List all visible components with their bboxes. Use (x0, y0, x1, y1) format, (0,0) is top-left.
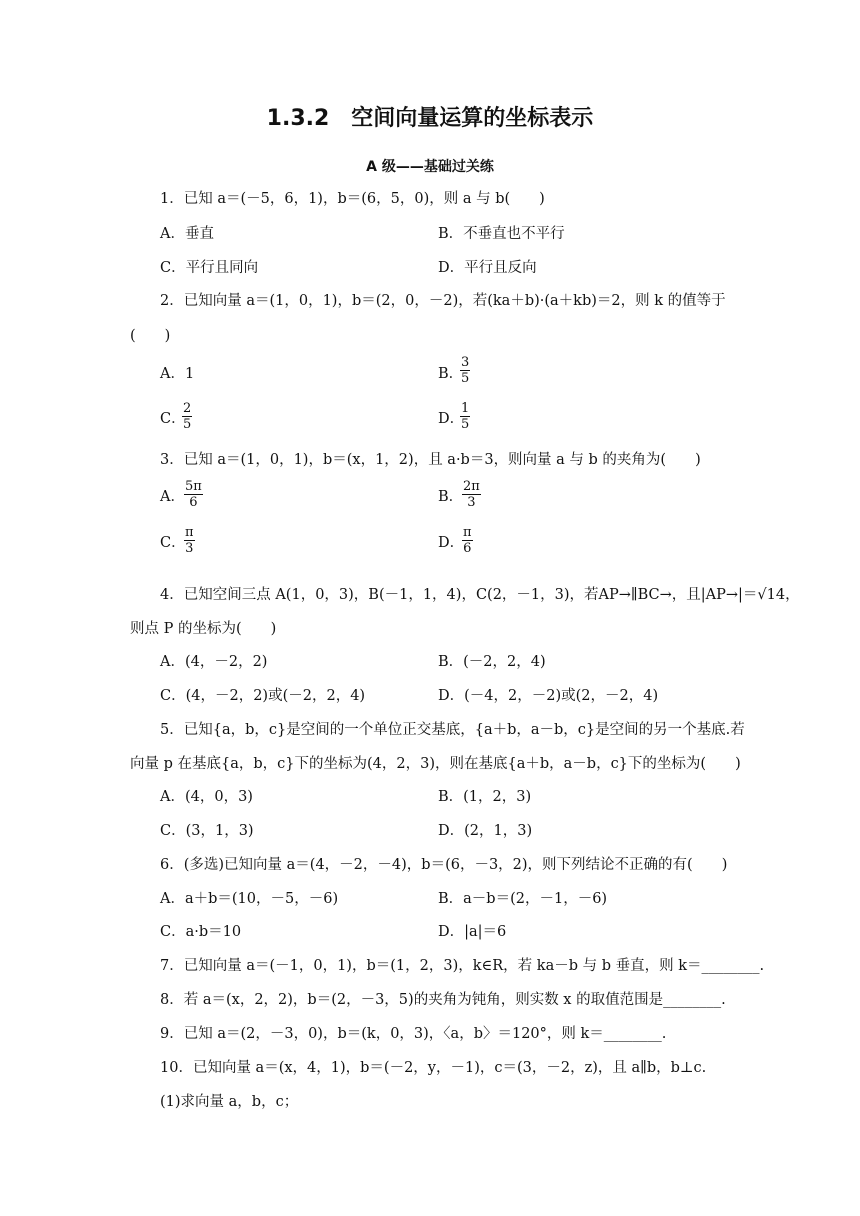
question-4-option-a: A．(4，－2，2) (160, 654, 268, 670)
fraction-numerator: 5π (185, 479, 202, 494)
fraction-denominator: 6 (189, 495, 198, 510)
question-10-part-1: (1)求向量 a，b，c； (160, 1094, 299, 1110)
question-6-option-b: B．a－b＝(2，－1，－6) (438, 891, 608, 907)
question-3-stem: 3．已知 a＝(1，0，1)，b＝(x，1，2)，且 a·b＝3，则向量 a 与 b 的夹角为( ) (160, 452, 701, 468)
question-2-option-b-label: B． (438, 366, 464, 382)
question-2-option-d-label: D． (438, 411, 465, 427)
question-5-stem: 5．已知{a，b，c}是空间的一个单位正交基底，{a＋b，a－b，c}是空间的另一个基底.若 (160, 722, 745, 738)
question-3-option-b-fraction (462, 479, 481, 510)
page-title: 1.3.2 空间向量运算的坐标表示 (266, 106, 594, 131)
fraction-denominator: 6 (463, 541, 472, 556)
question-3-option-d-label: D． (438, 535, 465, 551)
question-5-stem-cont: 向量 p 在基底{a，b，c}下的坐标为(4，2，3)，则在基底{a＋b，a－b，c}下的坐标为( ) (130, 756, 741, 772)
fraction-numerator: 2 (183, 401, 192, 416)
question-2-option-b-fraction (460, 355, 470, 386)
question-5-option-c: C．(3，1，3) (160, 823, 254, 839)
question-6-option-a: A．a＋b＝(10，－5，－6) (160, 891, 339, 907)
question-5-option-d: D．(2，1，3) (438, 823, 533, 839)
question-2-stem: 2．已知向量 a＝(1，0，1)，b＝(2，0，－2)，若(ka＋b)·(a＋kb)＝2，则 k 的值等于 (160, 293, 726, 309)
question-2-option-a: A．1 (160, 366, 195, 382)
question-6-option-c: C．a·b＝10 (160, 924, 242, 940)
fraction-denominator: 3 (467, 495, 476, 510)
fraction-numerator: 2π (463, 479, 480, 494)
question-8: 8．若 a＝(x，2，2)，b＝(2，－3，5)的夹角为钝角，则实数 x 的取值范围是________. (160, 992, 726, 1008)
question-1-option-b: B．不垂直也不平行 (438, 226, 565, 242)
question-4-option-d: D．(－4，2，－2)或(2，－2，4) (438, 688, 659, 704)
question-4-option-b: B．(－2，2，4) (438, 654, 546, 670)
question-6-option-d: D．|a|＝6 (438, 924, 507, 940)
fraction-denominator: 3 (185, 541, 194, 556)
question-3-option-b-label: B． (438, 489, 464, 505)
question-9: 9．已知 a＝(2，－3，0)，b＝(k，0，3)，〈a，b〉＝120°，则 k＝________. (160, 1026, 667, 1042)
section-subtitle: A 级——基础过关练 (366, 159, 494, 175)
question-5-option-a: A．(4，0，3) (160, 789, 253, 805)
fraction-numerator: π (185, 525, 194, 540)
question-1-stem: 1．已知 a＝(－5，6，1)，b＝(6，5，0)，则 a 与 b( ) (160, 191, 545, 207)
question-1-option-a: A．垂直 (160, 226, 214, 242)
fraction-denominator: 5 (461, 371, 470, 386)
question-3-option-c-fraction (184, 525, 195, 556)
question-2-option-c-fraction (182, 401, 192, 432)
question-1-option-d: D．平行且反向 (438, 260, 537, 276)
fraction-numerator: 1 (461, 401, 470, 416)
question-7: 7．已知向量 a＝(－1，0，1)，b＝(1，2，3)，k∈R，若 ka－b 与 b 垂直，则 k＝________. (160, 958, 765, 974)
question-2-stem-cont: ( ) (130, 328, 171, 344)
question-3-option-a-label: A． (160, 489, 185, 505)
question-10-stem: 10．已知向量 a＝(x，4，1)，b＝(－2，y，－1)，c＝(3，－2，z)，且 a∥b，b⊥c. (160, 1060, 707, 1076)
question-3-option-d-fraction (462, 525, 473, 556)
fraction-numerator: π (463, 525, 472, 540)
question-3-option-a-fraction (184, 479, 203, 510)
question-6-stem: 6．(多选)已知向量 a＝(4，－2，－4)，b＝(6，－3，2)，则下列结论不正确的有( ) (160, 857, 728, 873)
question-1-option-c: C．平行且同向 (160, 260, 259, 276)
fraction-denominator: 5 (461, 417, 470, 432)
fraction-numerator: 3 (461, 355, 470, 370)
fraction-denominator: 5 (183, 417, 192, 432)
question-4-stem: 4．已知空间三点 A(1，0，3)，B(－1，1，4)，C(2，－1，3)，若AP→∥BC→，且|AP→|＝√14， (160, 587, 800, 603)
question-2-option-d-fraction (460, 401, 470, 432)
question-2-option-c-label: C． (160, 411, 186, 427)
question-4-option-c: C．(4，－2，2)或(－2，2，4) (160, 688, 366, 704)
question-5-option-b: B．(1，2，3) (438, 789, 532, 805)
question-4-stem-cont: 则点 P 的坐标为( ) (130, 621, 277, 637)
question-3-option-c-label: C． (160, 535, 186, 551)
